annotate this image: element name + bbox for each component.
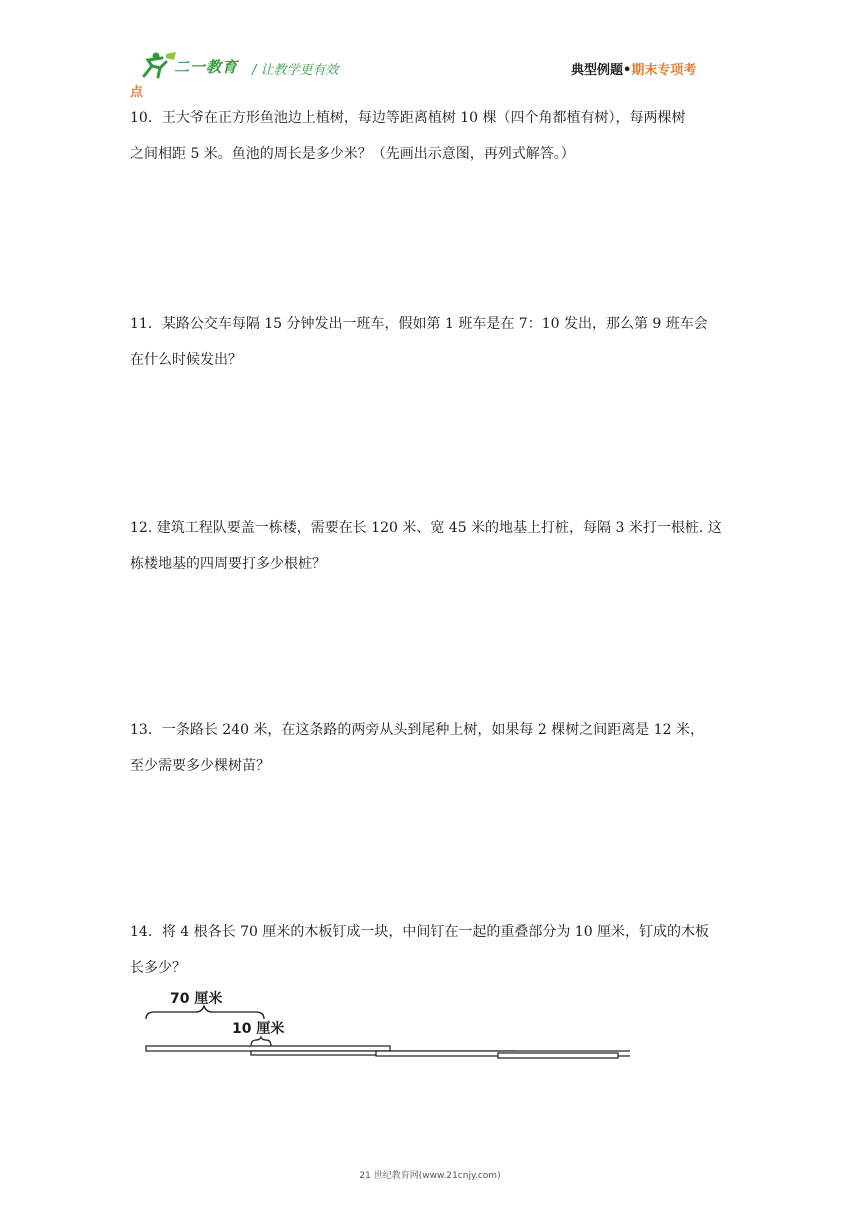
- board-diagram: [130, 982, 630, 1072]
- question-line: 至少需要多少棵树苗？: [130, 758, 270, 774]
- question-line: 11．某路公交车每隔 15 分钟发出一班车，假如第 1 班车是在 7：10 发出，那么第 9 班车会: [130, 316, 708, 332]
- slogan: / 让教学更有效: [252, 63, 339, 78]
- page-header: [130, 50, 730, 100]
- question-11: [130, 306, 732, 378]
- logo-text: 二一教育: [174, 58, 239, 76]
- board-length-brace: [146, 1006, 264, 1019]
- question-line: 14．将 4 根各长 70 厘米的木板钉成一块，中间钉在一起的重叠部分为 10 厘米，钉成的木板: [130, 924, 710, 940]
- section-tag: [571, 59, 696, 78]
- question-12: [130, 510, 732, 582]
- question-13: [130, 712, 732, 784]
- question-line: 栋楼地基的四周要打多少根桩？: [130, 556, 326, 572]
- question-line: 长多少？: [130, 960, 186, 976]
- question-line: 13．一条路长 240 米，在这条路的两旁从头到尾种上树，如果每 2 棵树之间距离是 12 米，: [130, 722, 704, 738]
- section-tag-orange: 期末专项考: [631, 63, 697, 78]
- question-line: 在什么时候发出？: [130, 352, 242, 368]
- page-footer: 21 世纪教育网(www.21cnjy.com): [359, 1171, 501, 1181]
- question-line: 之间相距 5 米。鱼池的周长是多少米？（先画出示意图，再列式解答。）: [130, 146, 575, 162]
- question-line: 12. 建筑工程队要盖一栋楼，需要在长 120 米、宽 45 米的地基上打桩，每隔 3 米打一根桩. 这: [130, 520, 722, 536]
- question-line: 10．王大爷在正方形鱼池边上植树，每边等距离植树 10 棵（四个角都植有树），每两棵树: [130, 110, 686, 126]
- question-10: [130, 100, 732, 172]
- board-4: [498, 1053, 618, 1058]
- board-length-label: 70 厘米: [170, 991, 223, 1007]
- section-tag-tail: 点: [130, 85, 144, 100]
- overlap-length-label: 10 厘米: [232, 1021, 285, 1037]
- question-14: [130, 914, 732, 986]
- board-1: [146, 1046, 390, 1051]
- overlap-brace: [251, 1037, 271, 1046]
- section-tag-black: 典型例题•: [571, 63, 632, 78]
